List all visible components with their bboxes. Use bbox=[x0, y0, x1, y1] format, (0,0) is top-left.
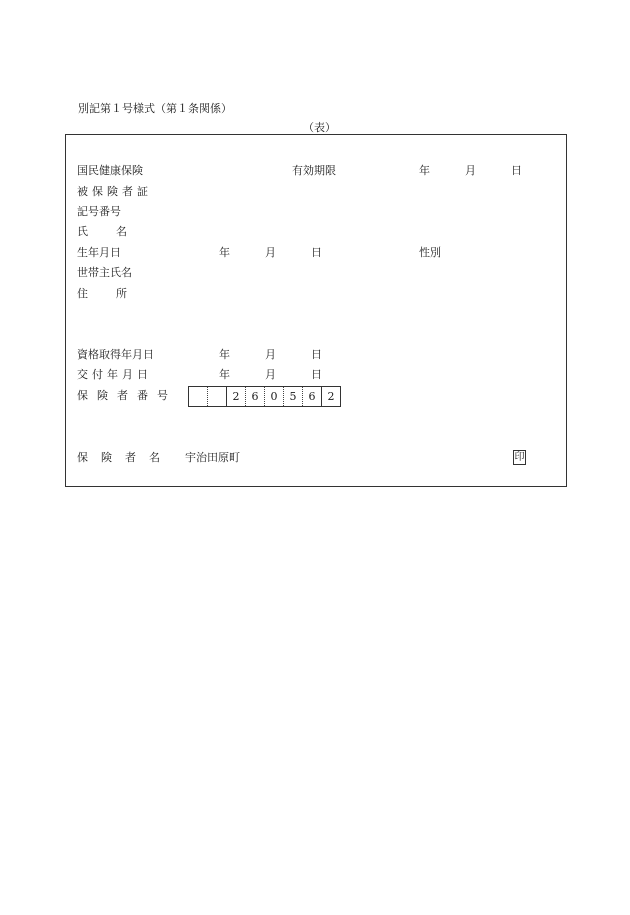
insurer-number-box bbox=[188, 386, 341, 407]
insurer-name-label: 保険者名 bbox=[77, 451, 173, 464]
acquisition-year: 年 bbox=[219, 348, 230, 361]
validity-day: 日 bbox=[511, 164, 522, 177]
card-title: 国民健康保険 bbox=[77, 164, 143, 177]
address-label: 住 所 bbox=[77, 287, 129, 300]
name-label: 氏 名 bbox=[77, 225, 129, 238]
insurer-number-digit: 5 bbox=[284, 387, 303, 406]
issue-year: 年 bbox=[219, 368, 230, 381]
insurer-number-digit: 0 bbox=[265, 387, 284, 406]
seal-mark: 印 bbox=[514, 452, 525, 463]
insurer-number-digit: 2 bbox=[327, 390, 335, 403]
acquisition-month: 月 bbox=[265, 348, 276, 361]
birth-date-label: 生年月日 bbox=[77, 246, 121, 259]
acquisition-day: 日 bbox=[311, 348, 322, 361]
sex-label: 性別 bbox=[419, 246, 441, 259]
insurer-number-digit bbox=[208, 387, 227, 406]
insurer-number-digit: 2 bbox=[227, 387, 246, 406]
birth-month: 月 bbox=[265, 246, 276, 259]
form-number: 別記第１号様式（第１条関係） bbox=[78, 102, 232, 115]
validity-label: 有効期限 bbox=[292, 164, 336, 177]
acquisition-date-label: 資格取得年月日 bbox=[77, 348, 154, 361]
issue-date-label: 交付年月日 bbox=[77, 368, 152, 381]
insurer-number-digit: 6 bbox=[303, 387, 322, 406]
insurer-number-digit bbox=[189, 387, 208, 406]
side-label: （表） bbox=[303, 121, 336, 134]
card-subtitle: 被保険者証 bbox=[77, 185, 152, 198]
validity-year: 年 bbox=[419, 164, 430, 177]
birth-year: 年 bbox=[219, 246, 230, 259]
birth-day: 日 bbox=[311, 246, 322, 259]
issue-month: 月 bbox=[265, 368, 276, 381]
validity-month: 月 bbox=[465, 164, 476, 177]
household-head-label: 世帯主氏名 bbox=[77, 266, 132, 279]
issue-day: 日 bbox=[311, 368, 322, 381]
insurer-number-digit: 6 bbox=[246, 387, 265, 406]
symbol-number-label: 記号番号 bbox=[77, 205, 121, 218]
insurer-name: 宇治田原町 bbox=[185, 451, 240, 464]
insurer-number-label: 保険者番号 bbox=[77, 389, 177, 402]
